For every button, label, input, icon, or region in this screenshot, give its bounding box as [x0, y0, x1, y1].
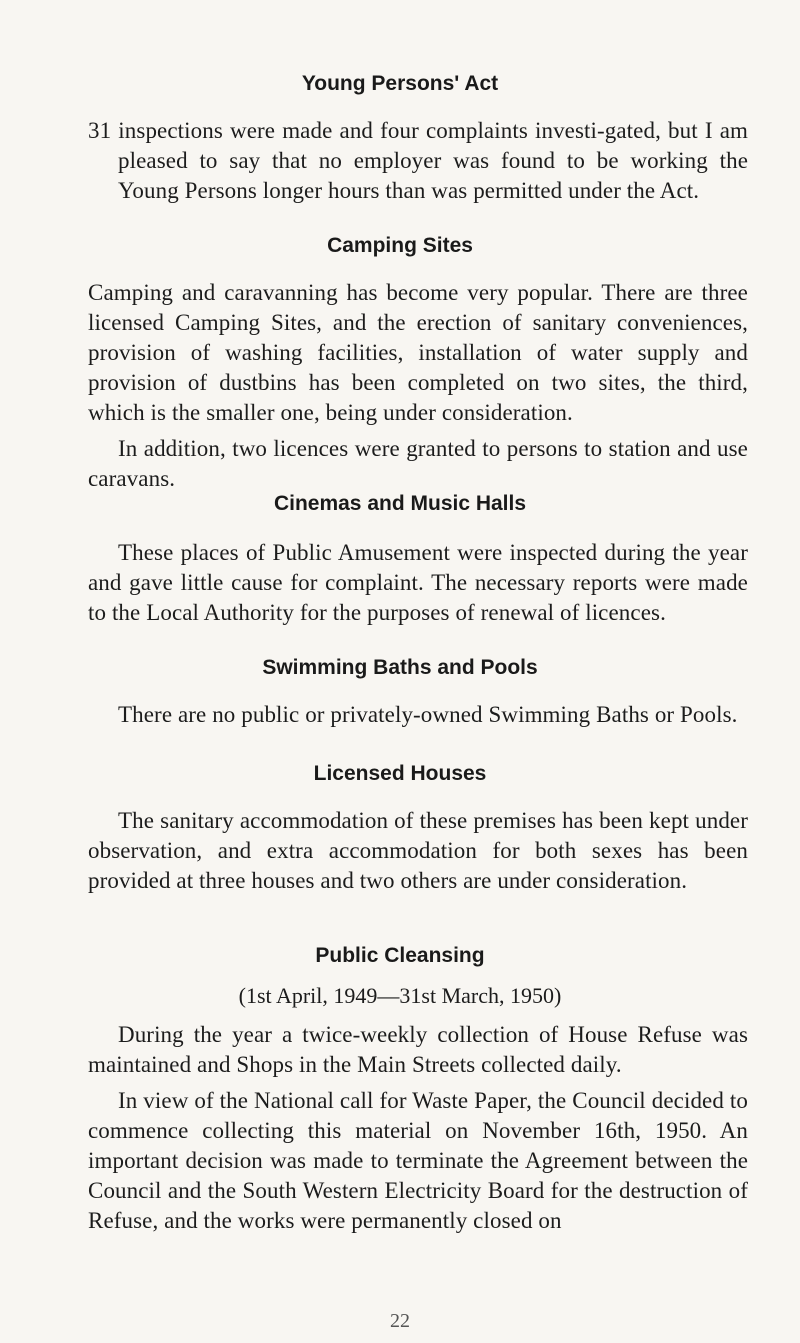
- subheading-cleansing-period: (1st April, 1949—31st March, 1950): [238, 983, 562, 1008]
- paragraph-cleansing-2: In view of the National call for Waste Paper, the Council decided to commence collecting this material on November 16th, 1950. An important decision was made to terminate the Agreement between the Council and the South Western Electricity Board for the destruction of Refuse, and the works were permanently closed on: [88, 1088, 748, 1233]
- heading-licensed-houses: Licensed Houses: [313, 762, 487, 785]
- paragraph-swimming-1: There are no public or privately-owned Swimming Baths or Pools.: [118, 702, 738, 727]
- paragraph-licensed-1: The sanitary accommodation of these premises has been kept under observation, and extra accommodation for both sexes has been provided at three houses and two others are under consideration.: [88, 808, 748, 893]
- heading-camping-sites: Camping Sites: [327, 234, 473, 257]
- paragraph-camping-1: Camping and caravanning has become very popular. There are three licensed Camping Sites, and the erection of sanitary conveniences, provision of washing facilities, installation of water supply and provision of dustbins has been completed on two sites, the third, which is the smaller one, being under consideration.: [88, 280, 748, 425]
- section-public-cleansing: [88, 1020, 748, 1236]
- paragraph-cleansing-1: During the year a twice-weekly collection of House Refuse was maintained and Shops in the Main Streets collected daily.: [88, 1022, 748, 1077]
- page-number: 22: [390, 1310, 410, 1332]
- paragraph-camping-2: In addition, two licences were granted to persons to station and use caravans.: [88, 436, 748, 491]
- section-camping-sites: [88, 278, 748, 494]
- heading-young-persons-act: Young Persons' Act: [301, 72, 499, 95]
- paragraph-young-persons-1: 31 inspections were made and four complaints investi-gated, but I am pleased to say that no employer was found to be working the Young Persons longer hours than was permitted under the Act.: [88, 118, 748, 203]
- heading-public-cleansing: Public Cleansing: [315, 944, 485, 967]
- heading-swimming-baths: Swimming Baths and Pools: [262, 656, 538, 679]
- section-cinemas: [88, 538, 748, 628]
- paragraph-cinemas-1: These places of Public Amusement were inspected during the year and gave little cause for complaint. The necessary reports were made to the Local Authority for the purposes of renewal of licences.: [88, 540, 748, 625]
- section-young-persons: [88, 116, 748, 206]
- section-licensed-houses: [88, 806, 748, 896]
- heading-cinemas-music-halls: Cinemas and Music Halls: [273, 492, 527, 515]
- section-swimming: [88, 700, 748, 730]
